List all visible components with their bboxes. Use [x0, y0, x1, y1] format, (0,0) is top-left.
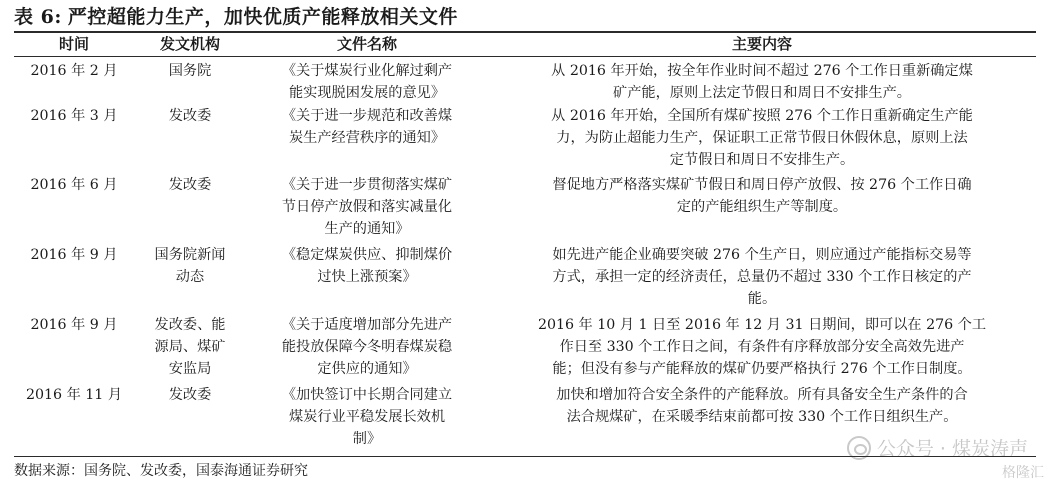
table-row: [14, 174, 1036, 240]
table-title-label: 表 6:: [14, 6, 62, 28]
table-title: [14, 2, 458, 29]
table-title-text: 严控超能力生产，加快优质产能释放相关文件: [67, 6, 458, 28]
cell-content: 督促地方严格落实煤矿节假日和周日停产放假、按 276 个工作日确 定的产能组织生产等制度。: [552, 177, 972, 215]
watermark-text: 公众号 · 煤炭涛声: [876, 438, 1028, 460]
cell-time: 2016 年 6 月: [30, 177, 118, 193]
table-row: [14, 105, 1036, 171]
cell-agency: 国务院: [168, 63, 212, 79]
header-rule: [14, 56, 1036, 57]
cell-agency: 发改委: [168, 387, 212, 403]
cell-time: 2016 年 2 月: [30, 63, 118, 79]
table-row: [14, 244, 1036, 310]
cell-time: 2016 年 9 月: [30, 247, 118, 263]
cell-document: 《关于进一步贯彻落实煤矿 节日停产放假和落实减量化 生产的通知》: [281, 177, 453, 237]
cell-agency: 发改委、能 源局、煤矿 安监局: [154, 317, 226, 377]
cell-document: 《关于进一步规范和改善煤 炭生产经营秩序的通知》: [281, 108, 453, 146]
cell-content: 从 2016 年开始，全国所有煤矿按照 276 个工作日重新确定生产能 力，为防止超能力生产，保证职工正常节假日休假休息，原则上法 定节假日和周日不安排生产。: [551, 108, 973, 168]
table-row: [14, 60, 1036, 104]
cell-content: 2016 年 10 月 1 日至 2016 年 12 月 31 日期间，即可以在 276 个工 作日至 330 个工作日之间，有条件有序释放部分安全高效先进产 能；但没有参与产能释放的煤矿仍要严格执行 276 个工作日制度。: [537, 317, 987, 377]
cell-content: 加快和增加符合安全条件的产能释放。所有具备安全生产条件的合 法合规煤矿，在采暖季结束前都可按 330 个工作日组织生产。: [556, 387, 968, 425]
table-row: [14, 314, 1036, 380]
cell-content: 从 2016 年开始，按全年作业时间不超过 276 个工作日重新确定煤 矿产能，原则上法定节假日和周日不安排生产。: [551, 63, 973, 101]
header-agency: 发文机构: [159, 35, 220, 53]
cell-agency: 发改委: [168, 108, 212, 124]
cell-time: 2016 年 3 月: [30, 108, 118, 124]
cell-document: 《关于煤炭行业化解过剩产 能实现脱困发展的意见》: [281, 63, 453, 101]
bottom-rule: [14, 456, 1036, 457]
cell-document: 《稳定煤炭供应、抑制煤价 过快上涨预案》: [281, 247, 453, 285]
corner-watermark: 格隆汇: [1002, 465, 1044, 481]
source-note: 数据来源：国务院、发改委，国泰海通证券研究: [14, 463, 308, 479]
cell-agency: 国务院新闻 动态: [154, 247, 226, 285]
cell-content: 如先进产能企业确要突破 276 个生产日，则应通过产能指标交易等 方式，承担一定的经济责任，总量仍不超过 330 个工作日核定的产 能。: [552, 247, 972, 307]
cell-time: 2016 年 11 月: [25, 387, 123, 403]
cell-document: 《加快签订中长期合同建立 煤炭行业平稳发展长效机 制》: [281, 387, 453, 447]
cell-time: 2016 年 9 月: [30, 317, 118, 333]
header-content: 主要内容: [731, 35, 792, 53]
header-document: 文件名称: [336, 35, 397, 53]
cell-agency: 发改委: [168, 177, 212, 193]
cell-document: 《关于适度增加部分先进产 能投放保障今冬明春煤炭稳 定供应的通知》: [281, 317, 453, 377]
header-time: 时间: [58, 35, 89, 53]
table-header: [14, 33, 1036, 55]
